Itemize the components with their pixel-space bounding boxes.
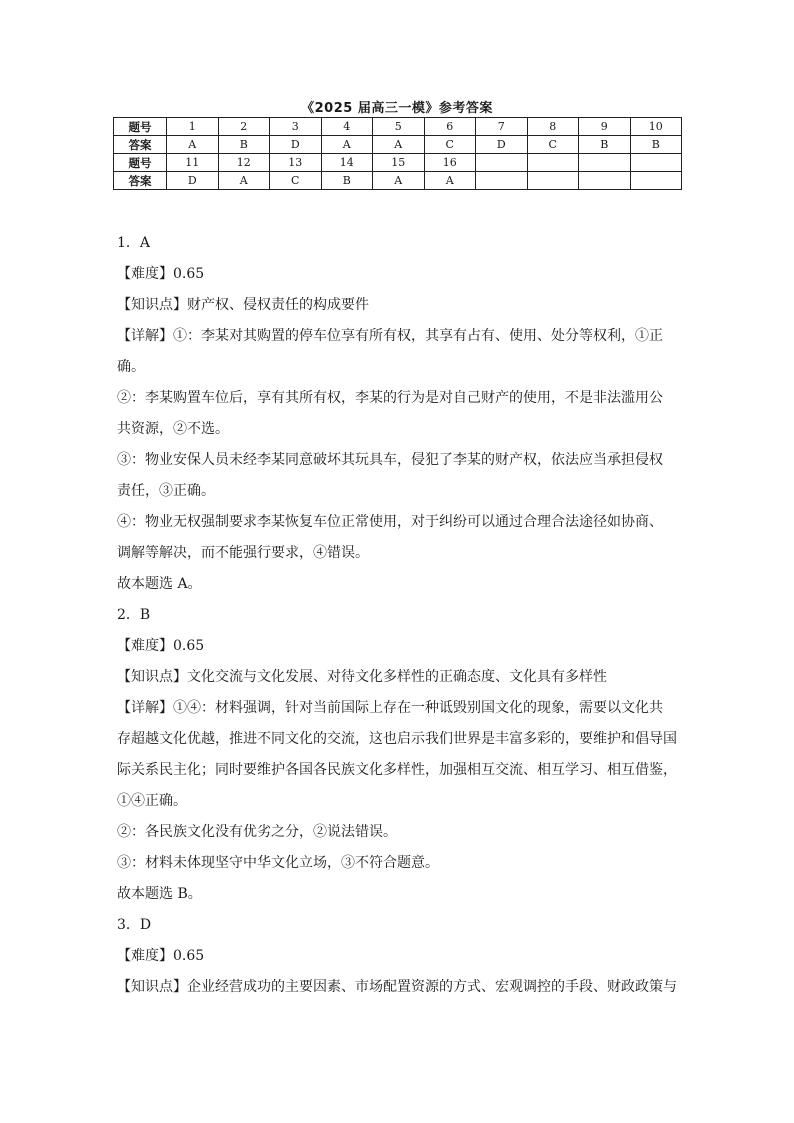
detail-line: 存超越文化优越，推进不同文化的交流，这也启示我们世界是丰富多彩的，要维护和倡导国: [117, 731, 677, 747]
detail-line: 际关系民主化；同时要维护各国各民族文化多样性，加强相互交流、相互学习、相互借鉴，: [117, 762, 677, 778]
detail-line: [117, 693, 682, 724]
detail-text: ①④：材料强调，针对当前国际上存在一种诋毁别国文化的现象，需要以文化共: [173, 700, 663, 716]
table-cell: [579, 172, 631, 190]
knowledge-value: 企业经营成功的主要因素、市场配置资源的方式、宏观调控的手段、财政政策与: [187, 979, 677, 995]
detail-line: ①④正确。: [117, 793, 187, 809]
detail-line: ③：材料未体现坚守中华文化立场，③不符合题意。: [117, 855, 439, 871]
table-cell: 9: [579, 118, 631, 136]
table-cell: C: [270, 172, 322, 190]
table-cell: [527, 172, 579, 190]
table-cell: 4: [321, 118, 373, 136]
table-cell: C: [424, 136, 476, 154]
table-cell: 3: [270, 118, 322, 136]
row-label-answer: 答案: [114, 136, 167, 154]
knowledge-value: 财产权、侵权责任的构成要件: [187, 297, 369, 313]
table-cell: D: [476, 136, 528, 154]
difficulty-value: 0.65: [173, 638, 205, 654]
table-cell: 7: [476, 118, 528, 136]
detail-line: ②：各民族文化没有优劣之分，②说法错误。: [117, 824, 397, 840]
table-row-answers-2: [114, 172, 682, 190]
table-cell: 15: [373, 154, 425, 172]
row-label-question: 题号: [114, 154, 167, 172]
table-cell: B: [321, 172, 373, 190]
table-cell: B: [218, 136, 270, 154]
detail-label: 【详解】: [117, 328, 173, 344]
row-label-question: 题号: [114, 118, 167, 136]
conclusion-line: 故本题选 A。: [117, 576, 202, 592]
detail-line: [117, 321, 682, 352]
detail-line: ③：物业安保人员未经李某同意破坏其玩具车，侵犯了李某的财产权，依法应当承担侵权: [117, 452, 663, 468]
table-cell: 10: [630, 118, 682, 136]
table-cell: 6: [424, 118, 476, 136]
table-cell: 11: [167, 154, 219, 172]
table-cell: 16: [424, 154, 476, 172]
table-cell: 1: [167, 118, 219, 136]
difficulty-line: [117, 259, 682, 290]
difficulty-value: 0.65: [173, 948, 205, 964]
row-label-answer: 答案: [114, 172, 167, 190]
table-cell: B: [579, 136, 631, 154]
table-cell: [630, 172, 682, 190]
table-cell: C: [527, 136, 579, 154]
difficulty-value: 0.65: [173, 266, 205, 282]
table-cell: 5: [373, 118, 425, 136]
knowledge-label: 【知识点】: [117, 297, 187, 313]
explanations: [117, 228, 682, 1003]
table-cell: [579, 154, 631, 172]
table-cell: D: [167, 172, 219, 190]
table-cell: A: [424, 172, 476, 190]
table-row-questions-1: [114, 118, 682, 136]
detail-line: 调解等解决，而不能强行要求，④错误。: [117, 545, 369, 561]
answer-table: [113, 117, 682, 190]
table-cell: 12: [218, 154, 270, 172]
table-cell: A: [218, 172, 270, 190]
knowledge-line: [117, 972, 682, 1003]
table-cell: 8: [527, 118, 579, 136]
table-cell: [630, 154, 682, 172]
difficulty-label: 【难度】: [117, 638, 173, 654]
detail-line: ④：物业无权强制要求李某恢复车位正常使用，对于纠纷可以通过合理合法途径如协商、: [117, 514, 663, 530]
table-row-questions-2: [114, 154, 682, 172]
conclusion-line: 故本题选 B。: [117, 886, 202, 902]
detail-label: 【详解】: [117, 700, 173, 716]
detail-line: 责任，③正确。: [117, 483, 215, 499]
table-cell: D: [270, 136, 322, 154]
table-cell: 2: [218, 118, 270, 136]
detail-line: 共资源，②不选。: [117, 421, 229, 437]
document-title: 《2025 届高三一模》参考答案: [301, 101, 493, 116]
table-cell: 13: [270, 154, 322, 172]
difficulty-label: 【难度】: [117, 948, 173, 964]
knowledge-line: [117, 290, 682, 321]
table-cell: [527, 154, 579, 172]
difficulty-line: [117, 631, 682, 662]
table-cell: A: [373, 136, 425, 154]
question-heading: 3．D: [117, 917, 152, 933]
table-cell: 14: [321, 154, 373, 172]
knowledge-line: [117, 662, 682, 693]
knowledge-label: 【知识点】: [117, 669, 187, 685]
table-row-answers-1: [114, 136, 682, 154]
question-heading: 2．B: [117, 607, 151, 623]
table-cell: A: [167, 136, 219, 154]
table-cell: A: [321, 136, 373, 154]
table-cell: A: [373, 172, 425, 190]
question-heading: 1．A: [117, 235, 151, 251]
knowledge-value: 文化交流与文化发展、对待文化多样性的正确态度、文化具有多样性: [187, 669, 607, 685]
detail-text: ①：李某对其购置的停车位享有所有权，其享有占有、使用、处分等权利，①正: [173, 328, 663, 344]
table-cell: B: [630, 136, 682, 154]
table-cell: [476, 154, 528, 172]
detail-line: 确。: [117, 359, 145, 375]
knowledge-label: 【知识点】: [117, 979, 187, 995]
table-cell: [476, 172, 528, 190]
difficulty-label: 【难度】: [117, 266, 173, 282]
detail-line: ②：李某购置车位后，享有其所有权，李某的行为是对自己财产的使用，不是非法滥用公: [117, 390, 663, 406]
difficulty-line: [117, 941, 682, 972]
